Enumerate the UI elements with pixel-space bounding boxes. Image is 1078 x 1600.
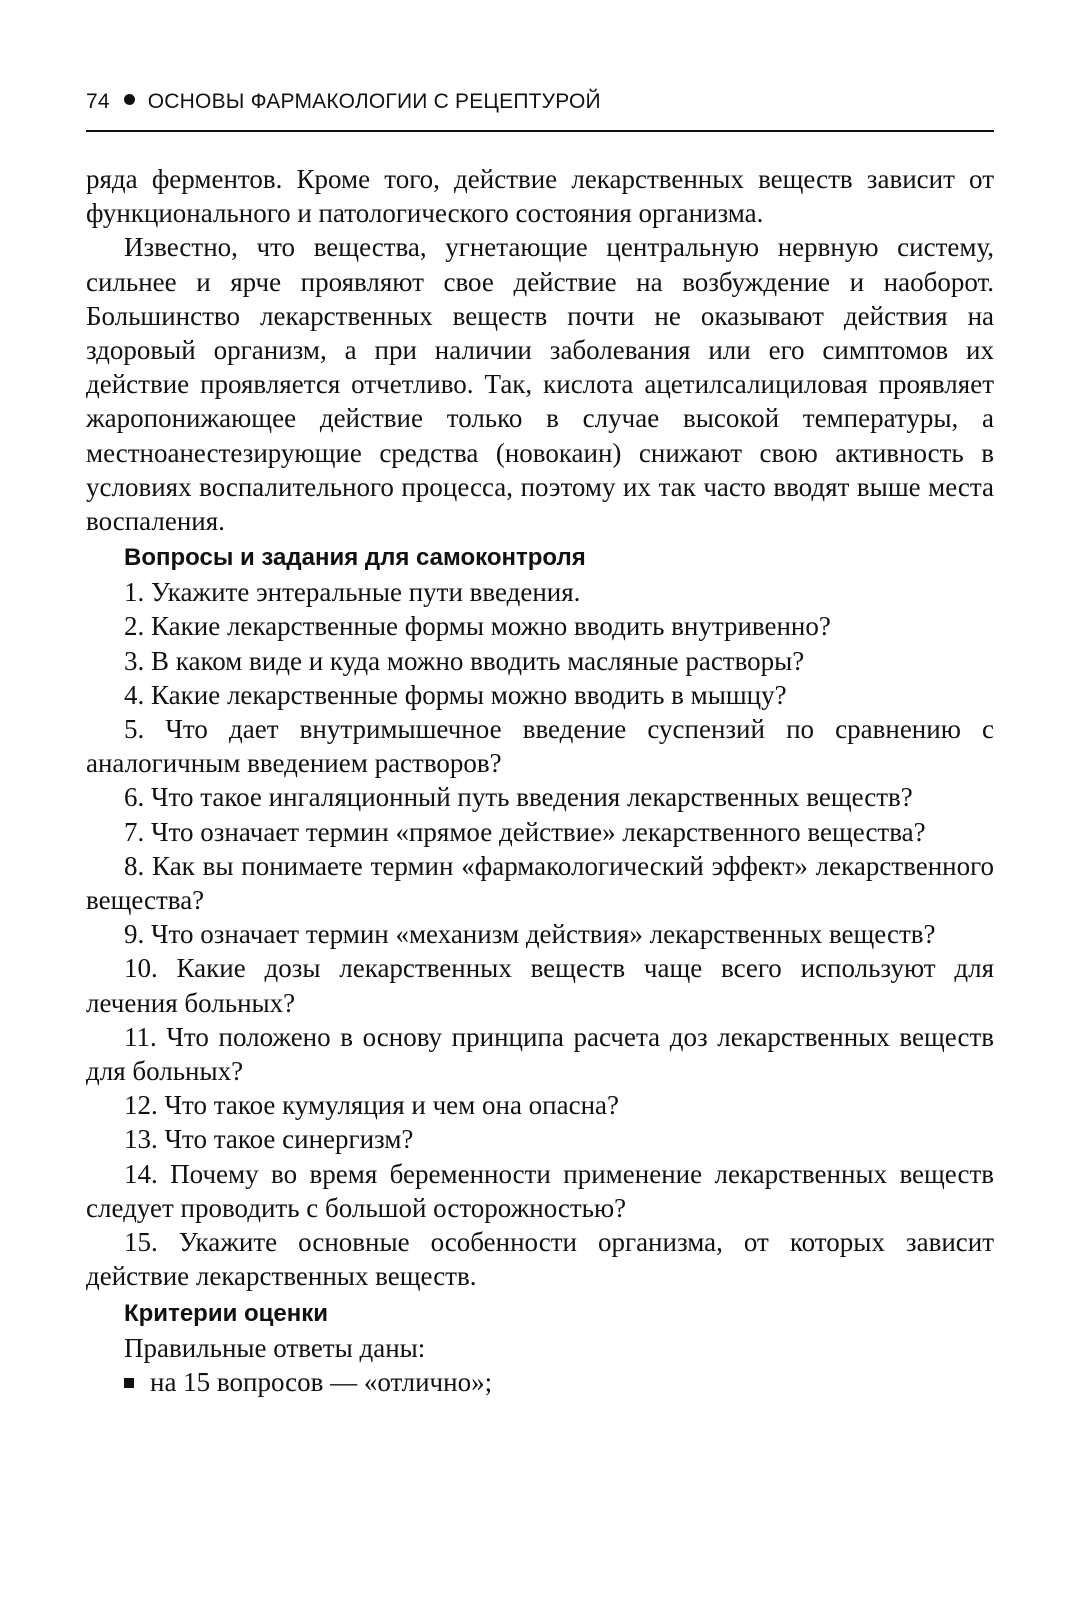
question-item: 14. Почему во время беременности применение лекарственных веществ следует проводить с большой осторожностью? [86,1158,994,1223]
running-title: ОСНОВЫ ФАРМАКОЛОГИИ С РЕЦЕПТУРОЙ [147,90,601,113]
question-item: 2. Какие лекарственные формы можно вводить внутривенно? [124,611,831,642]
question-item: 13. Что такое синергизм? [124,1124,414,1155]
question-item: 1. Укажите энтеральные пути введения. [124,577,581,608]
paragraph-continuation: ряда ферментов. Кроме того, действие лекарственных веществ зависит от функционального и патологического состояния организма. [86,164,994,229]
question-item: 4. Какие лекарственные формы можно вводить в мышцу? [124,679,787,710]
question-item: 10. Какие дозы лекарственных веществ чаще всего используют для лечения больных? [86,953,994,1018]
question-item: 7. Что означает термин «прямое действие» лекарственного вещества? [124,816,926,847]
section-heading-criteria: Критерии оценки [124,1299,329,1327]
criteria-intro: Правильные ответы даны: [124,1332,426,1363]
page-body [86,162,994,1399]
question-item: 12. Что такое кумуляция и чем она опасна? [124,1090,620,1121]
paragraph: Известно, что вещества, угнетающие центральную нервную систему, сильнее и ярче проявляют свое действие на возбуждение и наоборот. Большинство лекарственных веществ почти не оказывают действия на здоровый организм, а при наличии заболевания или его симптомов их действие проявляется отчетливо. Так, кислота ацетилсалициловая проявляет жаропонижающее действие только в случае высокой температуры, а местноанестезирующие средства (новокаин) снижают свою активность в условиях воспалительного процесса, поэтому их так часто вводят выше места воспаления. [86,232,994,537]
bullet-icon [124,94,135,105]
page-number: 74 [86,90,110,113]
question-item: 5. Что дает внутримышечное введение суспензий по сравнению с аналогичным введением растворов? [86,714,994,779]
question-list [86,575,994,1293]
criteria-list [86,1365,994,1399]
criteria-item: на 15 вопросов — «отлично»; [124,1365,994,1399]
header-rule [86,130,994,132]
question-item: 11. Что положено в основу принципа расчета доз лекарственных веществ для больных? [86,1021,994,1087]
section-heading-self-control: Вопросы и задания для самоконтроля [124,544,586,572]
question-item: 15. Укажите основные особенности организма, от которых зависит действие лекарственных веществ. [86,1227,994,1292]
question-item: 6. Что такое ингаляционный путь введения лекарственных веществ? [124,782,913,813]
question-item: 3. В каком виде и куда можно вводить масляные растворы? [124,645,805,676]
question-item: 8. Как вы понимаете термин «фармакологический эффект» лекарственного вещества? [86,850,994,916]
running-header [86,89,994,115]
question-item: 9. Что означает термин «механизм действия» лекарственных веществ? [124,919,936,950]
